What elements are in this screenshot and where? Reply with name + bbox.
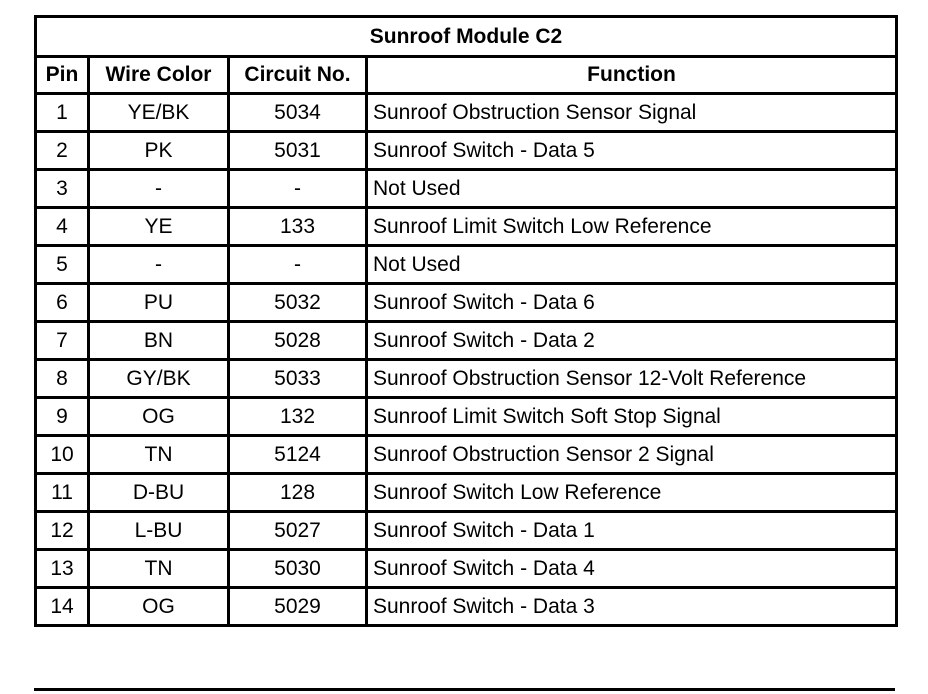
cell-circuit-no: -	[229, 246, 367, 284]
cell-function: Sunroof Switch - Data 1	[367, 512, 897, 550]
table-title-row	[36, 17, 897, 57]
cell-wire-color: YE	[89, 208, 229, 246]
column-header-row	[36, 57, 897, 94]
cell-pin: 7	[36, 322, 89, 360]
cell-circuit-no: 5034	[229, 94, 367, 132]
cell-circuit-no: 5030	[229, 550, 367, 588]
table-row	[36, 588, 897, 626]
cell-pin: 12	[36, 512, 89, 550]
cell-wire-color: PK	[89, 132, 229, 170]
cell-pin: 3	[36, 170, 89, 208]
cell-wire-color: TN	[89, 436, 229, 474]
cell-function: Sunroof Switch Low Reference	[367, 474, 897, 512]
cell-wire-color: L-BU	[89, 512, 229, 550]
cell-pin: 4	[36, 208, 89, 246]
cell-pin: 10	[36, 436, 89, 474]
table-row	[36, 246, 897, 284]
cell-circuit-no: 132	[229, 398, 367, 436]
cell-function: Sunroof Switch - Data 6	[367, 284, 897, 322]
table-row	[36, 322, 897, 360]
table-body	[36, 94, 897, 626]
cell-pin: 11	[36, 474, 89, 512]
cell-circuit-no: 5124	[229, 436, 367, 474]
table-row	[36, 132, 897, 170]
cell-pin: 9	[36, 398, 89, 436]
cell-pin: 14	[36, 588, 89, 626]
cell-function: Sunroof Obstruction Sensor 2 Signal	[367, 436, 897, 474]
cell-wire-color: OG	[89, 398, 229, 436]
cell-wire-color: D-BU	[89, 474, 229, 512]
table-row	[36, 170, 897, 208]
table-row	[36, 208, 897, 246]
table-row	[36, 436, 897, 474]
cell-circuit-no: 5033	[229, 360, 367, 398]
cell-circuit-no: 128	[229, 474, 367, 512]
cell-function: Sunroof Switch - Data 5	[367, 132, 897, 170]
cell-function: Not Used	[367, 170, 897, 208]
cell-circuit-no: 133	[229, 208, 367, 246]
cell-function: Sunroof Switch - Data 3	[367, 588, 897, 626]
cell-circuit-no: 5031	[229, 132, 367, 170]
table-row	[36, 360, 897, 398]
table-bottom-border	[34, 688, 895, 691]
cell-wire-color: BN	[89, 322, 229, 360]
cell-pin: 1	[36, 94, 89, 132]
cell-wire-color: -	[89, 170, 229, 208]
cell-function: Sunroof Switch - Data 2	[367, 322, 897, 360]
cell-function: Sunroof Switch - Data 4	[367, 550, 897, 588]
cell-circuit-no: 5028	[229, 322, 367, 360]
header-wire-color: Wire Color	[89, 57, 229, 94]
cell-circuit-no: 5027	[229, 512, 367, 550]
cell-circuit-no: -	[229, 170, 367, 208]
cell-function: Sunroof Limit Switch Soft Stop Signal	[367, 398, 897, 436]
header-pin: Pin	[36, 57, 89, 94]
cell-wire-color: GY/BK	[89, 360, 229, 398]
table-title: Sunroof Module C2	[36, 17, 897, 57]
cell-wire-color: PU	[89, 284, 229, 322]
header-function: Function	[367, 57, 897, 94]
cell-pin: 6	[36, 284, 89, 322]
cell-pin: 8	[36, 360, 89, 398]
table-row	[36, 474, 897, 512]
cell-pin: 5	[36, 246, 89, 284]
table-row	[36, 94, 897, 132]
header-circuit-no: Circuit No.	[229, 57, 367, 94]
cell-pin: 13	[36, 550, 89, 588]
cell-circuit-no: 5032	[229, 284, 367, 322]
table-row	[36, 512, 897, 550]
cell-wire-color: YE/BK	[89, 94, 229, 132]
table-row	[36, 284, 897, 322]
connector-pinout-table	[34, 15, 898, 627]
cell-function: Sunroof Limit Switch Low Reference	[367, 208, 897, 246]
cell-pin: 2	[36, 132, 89, 170]
cell-function: Sunroof Obstruction Sensor Signal	[367, 94, 897, 132]
cell-wire-color: TN	[89, 550, 229, 588]
cell-function: Not Used	[367, 246, 897, 284]
cell-wire-color: OG	[89, 588, 229, 626]
table-row	[36, 398, 897, 436]
cell-circuit-no: 5029	[229, 588, 367, 626]
table-row	[36, 550, 897, 588]
cell-wire-color: -	[89, 246, 229, 284]
cell-function: Sunroof Obstruction Sensor 12-Volt Reference	[367, 360, 897, 398]
